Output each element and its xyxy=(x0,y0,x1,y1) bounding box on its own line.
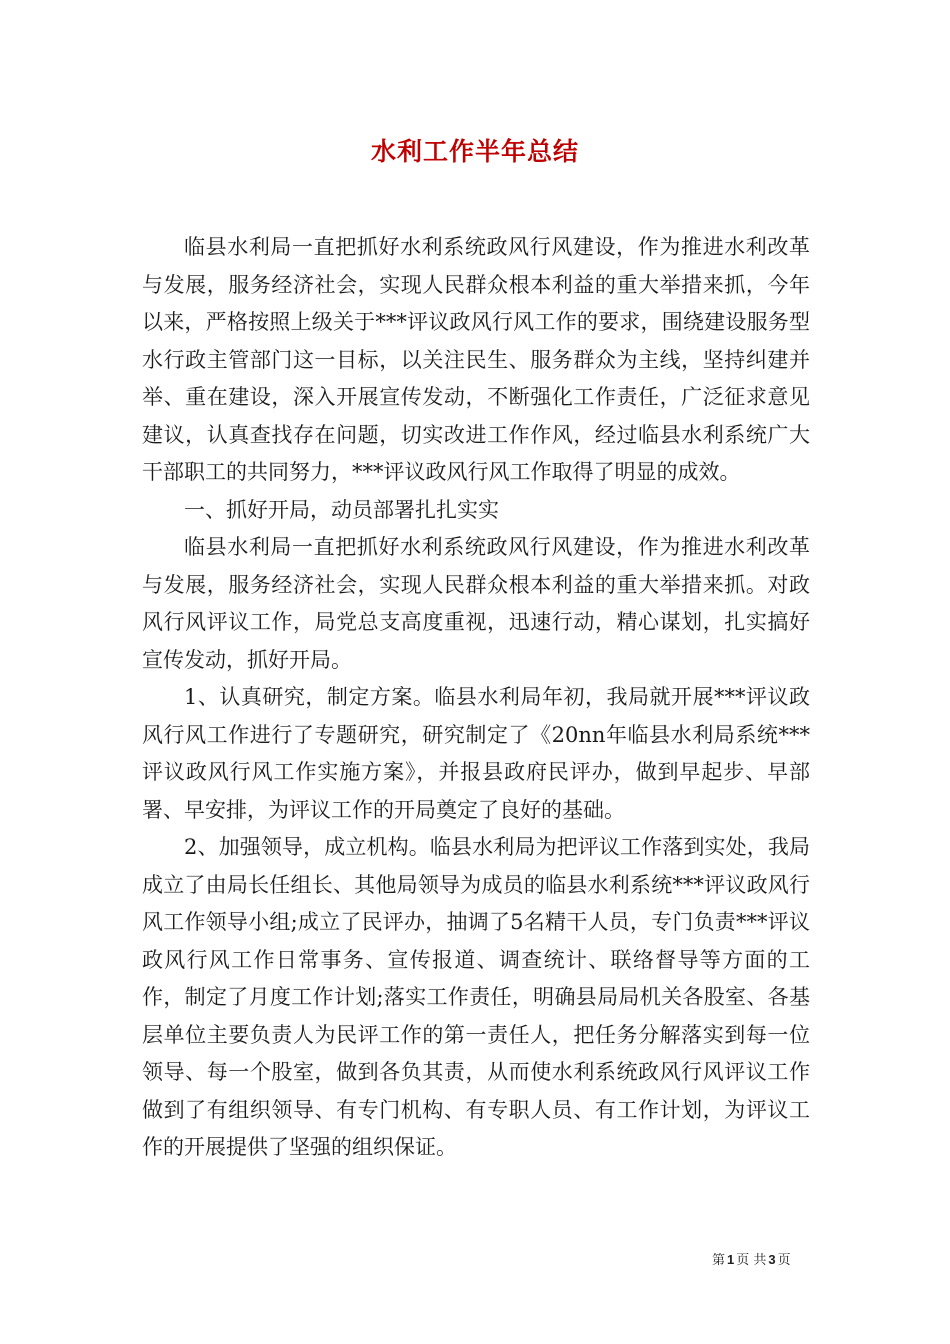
paragraph-intro: 临县水利局一直把抓好水利系统政风行风建设，作为推进水利改革与发展，服务经济社会，实现人民群众根本利益的重大举措来抓，今年以来，严格按照上级关于***评议政风行风工作的要求，围绕建设服务型水行政主管部门这一目标，以关注民生、服务群众为主线，坚持纠建并举、重在建设，深入开展宣传发动，不断强化工作责任，广泛征求意见建议，认真查找存在问题，切实改进工作作风，经过临县水利系统广大干部职工的共同努力，***评议政风行风工作取得了明显的成效。 xyxy=(142,235,810,484)
footer-suffix: 页 xyxy=(777,1253,791,1268)
current-page-number: 1 xyxy=(727,1252,735,1267)
paragraph-section-1: 临县水利局一直把抓好水利系统政风行风建设，作为推进水利改革与发展，服务经济社会，实现人民群众根本利益的重大举措来抓。对政风行风评议工作，局党总支高度重视，迅速行动，精心谋划，扎实搞好宣传发动，抓好开局。 xyxy=(142,535,810,672)
paragraph-item-1: 1、认真研究，制定方案。临县水利局年初，我局就开展***评议政风行风工作进行了专题研究，研究制定了《20nn年临县水利局系统***评议政风行风工作实施方案》，并报县政府民评办，做到早起步、早部署、早安排，为评议工作的开局奠定了良好的基础。 xyxy=(142,685,810,822)
footer-prefix: 第 xyxy=(712,1253,726,1268)
page-footer xyxy=(712,1249,791,1268)
document-title: 水利工作半年总结 xyxy=(370,137,579,166)
paragraph-item-2: 2、加强领导，成立机构。临县水利局为把评议工作落到实处，我局成立了由局长任组长、其他局领导为成员的临县水利系统***评议政风行风工作领导小组;成立了民评办，抽调了5名精干人员，专门负责***评议政风行风工作日常事务、宣传报道、调查统计、联络督导等方面的工作，制定了月度工作计划;落实工作责任，明确县局局机关各股室、各基层单位主要负责人为民评工作的第一责任人，把任务分解落实到每一位领导、每一个股室，做到各负其责，从而使水利系统政风行风评议工作做到了有组织领导、有专门机构、有专职人员、有工作计划，为评议工作的开展提供了坚强的组织保证。 xyxy=(142,835,810,1159)
section-heading-1: 一、抓好开局，动员部署扎扎实实 xyxy=(184,497,499,522)
footer-middle: 页 共 xyxy=(736,1253,767,1268)
document-body xyxy=(142,229,810,1167)
total-page-number: 3 xyxy=(768,1252,776,1267)
